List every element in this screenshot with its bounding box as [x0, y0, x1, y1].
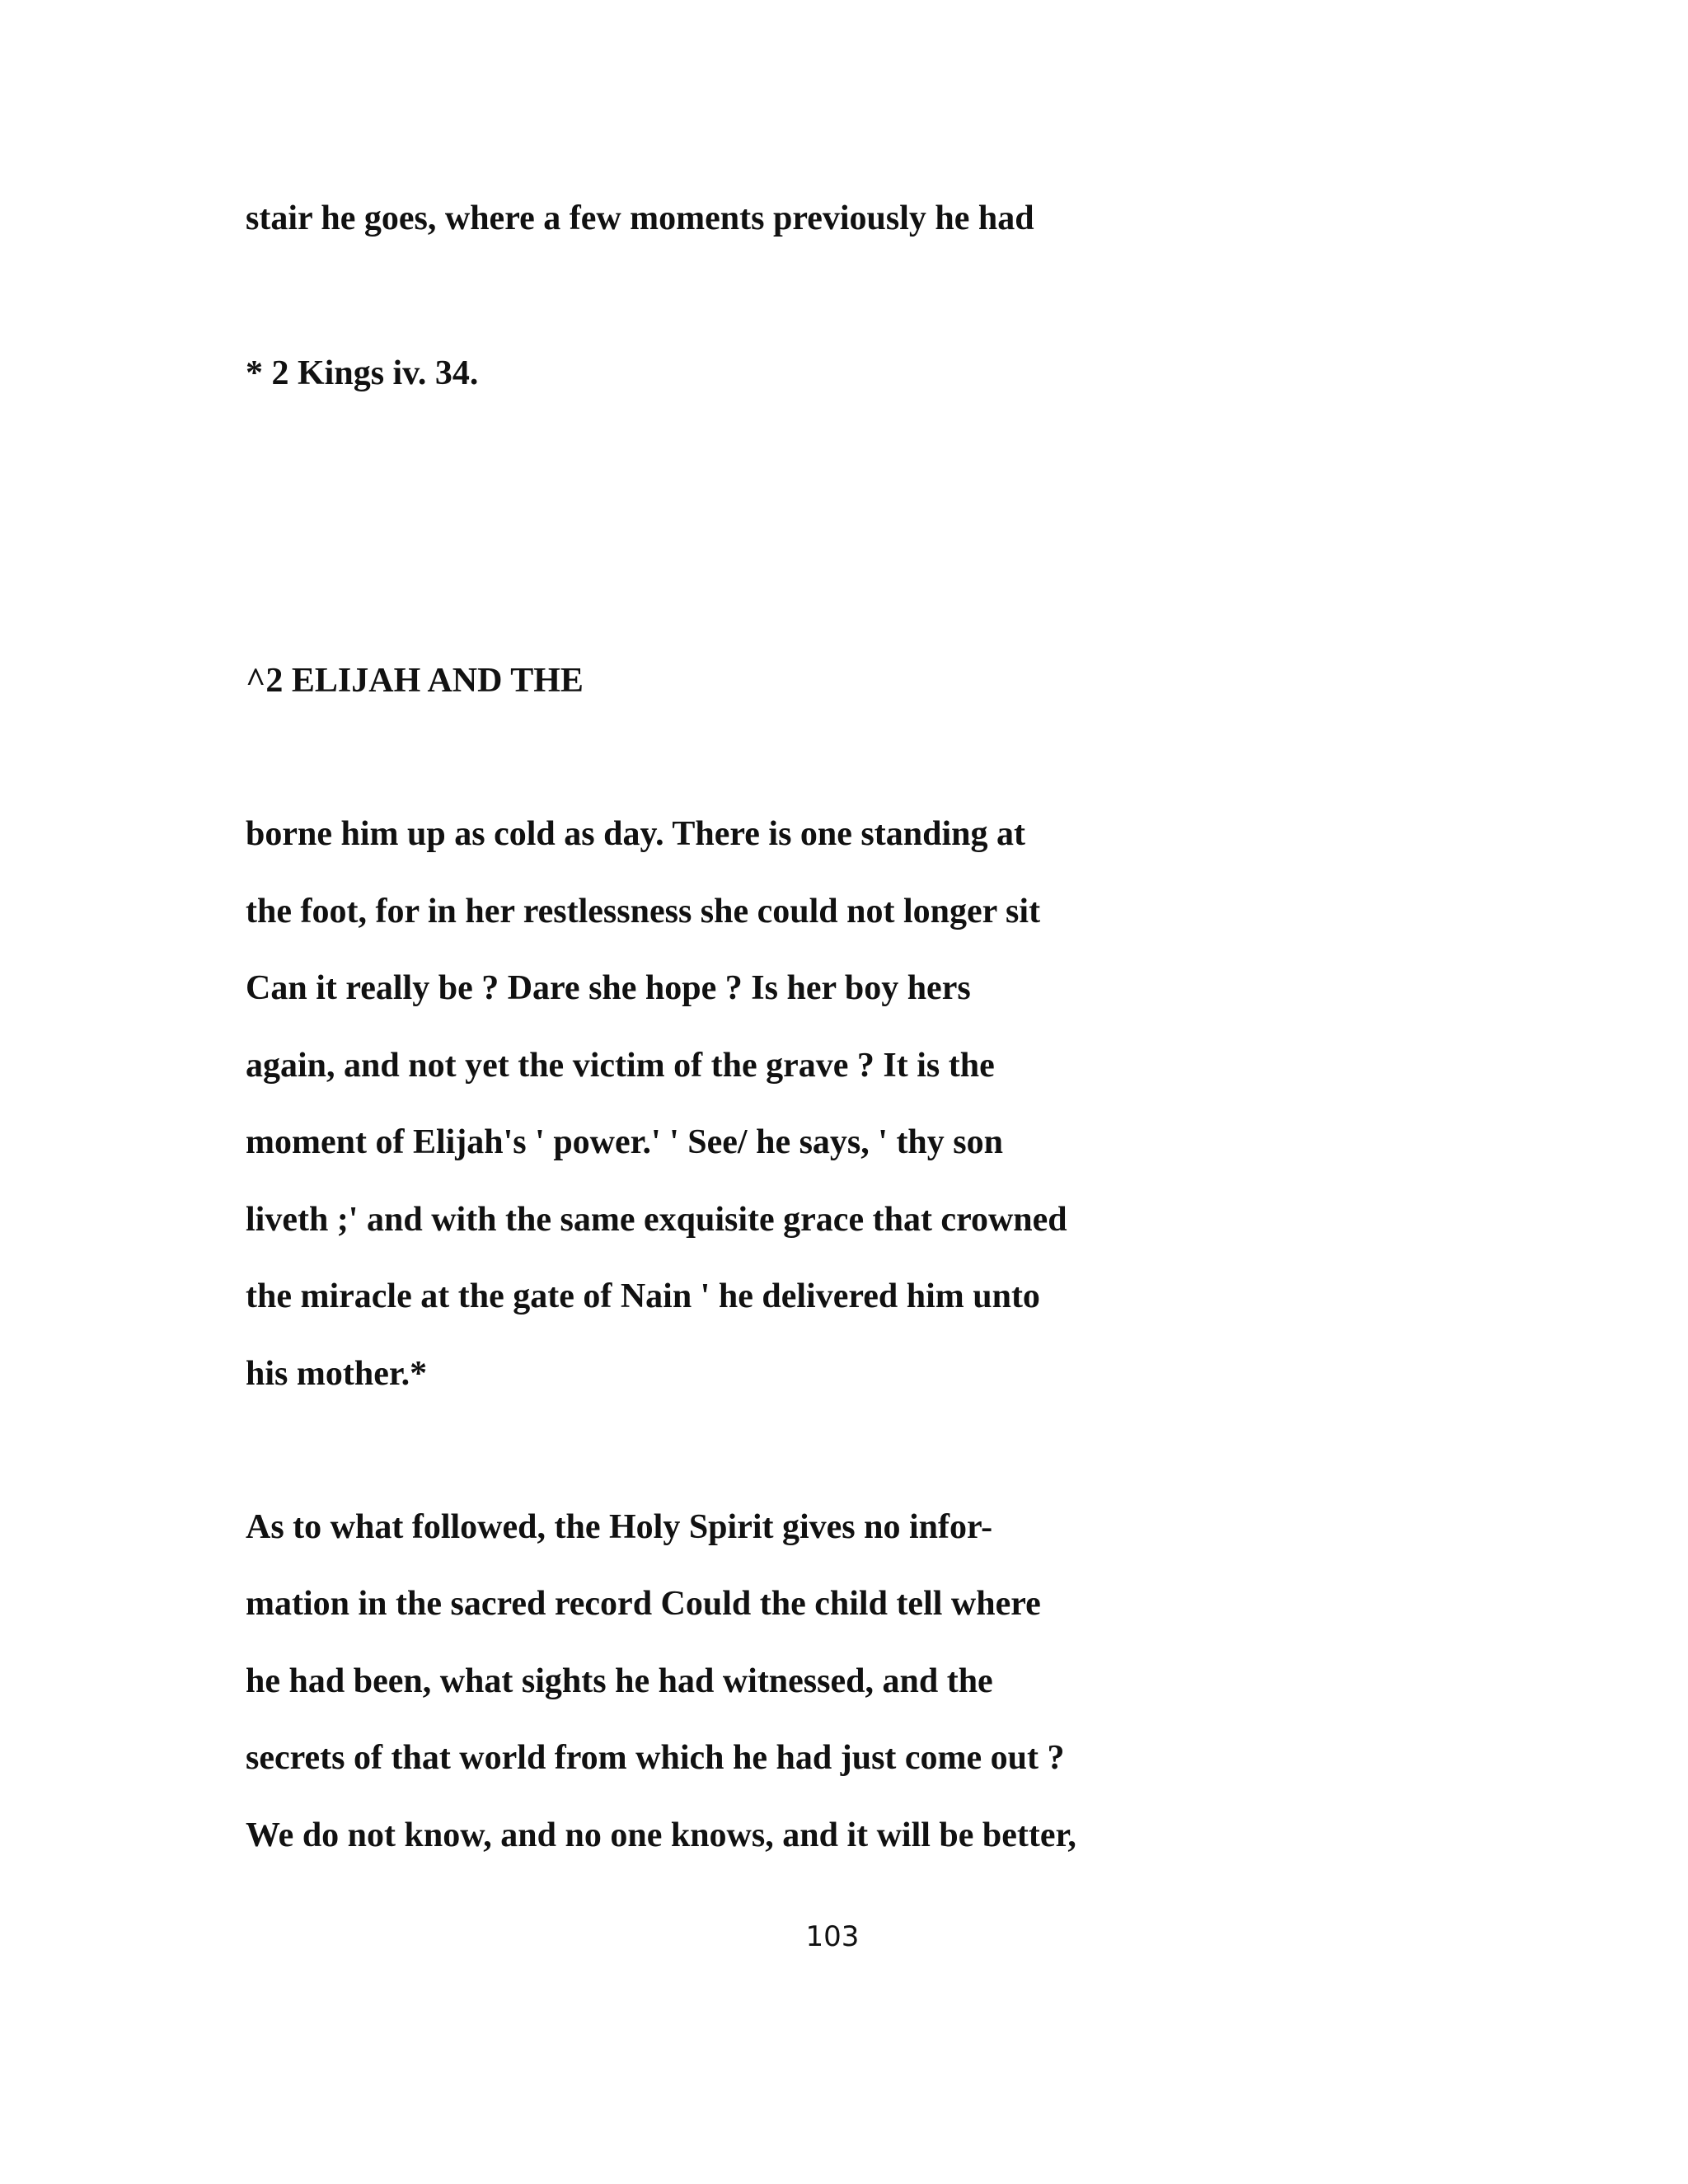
footnote: * 2 Kings iv. 34. — [246, 354, 479, 392]
paragraph-line: borne him up as cold as day. There is one standing at — [246, 815, 1025, 853]
running-head: ^2 ELIJAH AND THE — [246, 662, 584, 700]
paragraph-line: the foot, for in her restlessness she could not longer sit — [246, 893, 1041, 930]
paragraph-line: the miracle at the gate of Nain ' he delivered him unto — [246, 1277, 1040, 1315]
paragraph-line: moment of Elijah's ' power.' ' See/ he says, ' thy son — [246, 1123, 1003, 1161]
paragraph-line: liveth ;' and with the same exquisite grace that crowned — [246, 1201, 1067, 1239]
paragraph-line: his mother.* — [246, 1355, 428, 1393]
paragraph-line: We do not know, and no one knows, and it will be better, — [246, 1816, 1076, 1854]
paragraph-line: secrets of that world from which he had just come out ? — [246, 1739, 1065, 1777]
paragraph-line: Can it really be ? Dare she hope ? Is her boy hers — [246, 969, 971, 1007]
text-line-top: stair he goes, where a few moments previously he had — [246, 199, 1034, 237]
paragraph-line: As to what followed, the Holy Spirit gives no infor- — [246, 1508, 993, 1546]
page-number: 103 — [805, 1920, 860, 1953]
paragraph-line: mation in the sacred record Could the child tell where — [246, 1585, 1041, 1623]
paragraph-line: he had been, what sights he had witnessed, and the — [246, 1662, 993, 1700]
paragraph-line: again, and not yet the victim of the grave ? It is the — [246, 1047, 995, 1085]
